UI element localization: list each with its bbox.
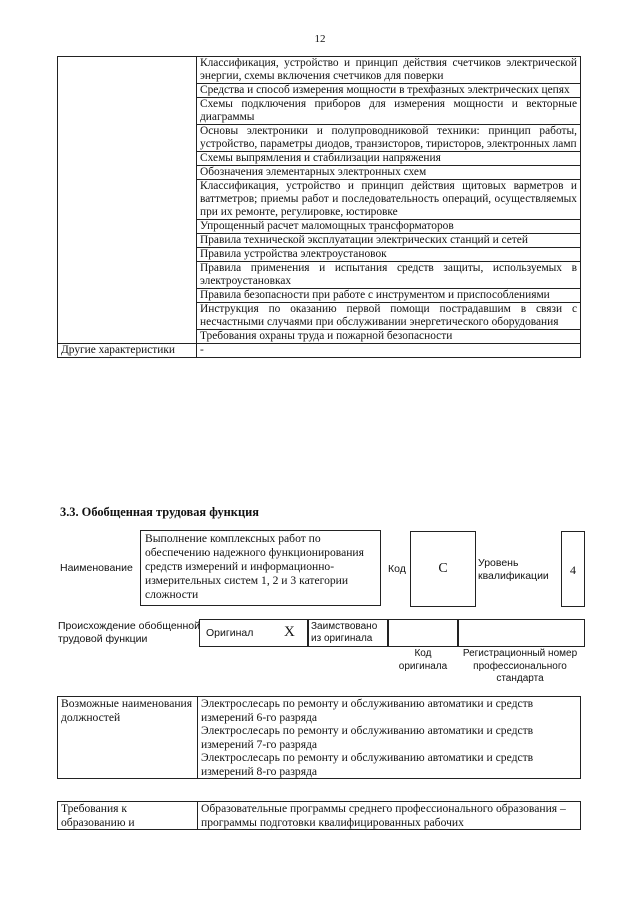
borrowed-box — [307, 619, 389, 647]
code-original-box — [387, 619, 459, 647]
education-row — [58, 802, 581, 830]
position-item: Электрослесарь по ремонту и обслуживанию автоматики и средств измерений 8-го разряда — [201, 751, 534, 778]
original-box — [199, 619, 309, 647]
knowledge-item: Схемы выпрямления и стабилизации напряжения — [197, 152, 581, 166]
code-box — [410, 531, 476, 607]
knowledge-item: Обозначения элементарных электронных схем — [197, 166, 581, 180]
education-table — [57, 801, 581, 830]
reg-number-caption: Регистрационный номер профессионального стандарта — [462, 648, 578, 684]
positions-label: Возможные наименования должностей — [58, 697, 198, 779]
other-characteristics-value: - — [197, 344, 581, 358]
knowledge-item: Средства и способ измерения мощности в трехфазных электрических цепях — [197, 84, 581, 98]
positions-row — [58, 697, 581, 779]
knowledge-item: Правила устройства электроустановок — [197, 248, 581, 262]
knowledge-item: Классификация, устройство и принцип действия щитовых варметров и ваттметров; приемы работ и последовательность операций, осуществляемых при их ремонте, регулировке, юстировке — [197, 180, 581, 220]
code-original-caption: Код оригинала — [398, 648, 448, 672]
positions-table — [57, 696, 581, 779]
knowledge-item: Правила применения и испытания средств защиты, используемых в электроустановках — [197, 262, 581, 289]
reg-number-box — [457, 619, 585, 647]
positions-table-body — [58, 697, 581, 779]
name-value-box — [140, 530, 381, 606]
origin-label: Происхождение обобщенной трудовой функции — [58, 620, 200, 645]
level-label: Уровень квалификации — [478, 557, 549, 582]
knowledge-table-body — [58, 57, 581, 358]
code-label: Код — [388, 563, 406, 575]
knowledge-item: Инструкция по оказанию первой помощи пострадавшим в связи с несчастными случаями при обслуживании энергетического оборудования — [197, 303, 581, 330]
education-value: Образовательные программы среднего профессионального образования – программы подготовки квалифицированных рабочих — [198, 802, 581, 830]
education-table-body — [58, 802, 581, 830]
borrowed-label: Заимствовано из оригинала — [311, 621, 378, 644]
knowledge-item: Основы электроники и полупроводниковой техники: принцип работы, устройство, параметры диодов, транзисторов, тиристоров, электронных ламп — [197, 125, 581, 152]
education-label: Требования к образованию и — [58, 802, 198, 830]
section-heading: 3.3. Обобщенная трудовая функция — [60, 505, 259, 519]
knowledge-item: Правила технической эксплуатации электрических станций и сетей — [197, 234, 581, 248]
original-mark: X — [284, 624, 295, 640]
knowledge-item: Упрощенный расчет маломощных трансформаторов — [197, 220, 581, 234]
positions-values — [198, 697, 581, 779]
knowledge-table — [57, 56, 581, 358]
knowledge-item: Классификация, устройство и принцип действия счетчиков электрической энергии, схемы включения счетчиков для поверки — [197, 57, 581, 84]
original-label: Оригинал — [206, 627, 254, 639]
knowledge-item: Правила безопасности при работе с инструментом и приспособлениями — [197, 289, 581, 303]
knowledge-item: Требования охраны труда и пожарной безопасности — [197, 330, 581, 344]
name-label: Наименование — [60, 562, 133, 574]
other-characteristics-label: Другие характеристики — [58, 344, 197, 358]
knowledge-item: Схемы подключения приборов для измерения мощности и векторные диаграммы — [197, 98, 581, 125]
position-item: Электрослесарь по ремонту и обслуживанию автоматики и средств измерений 7-го разряда — [201, 724, 534, 751]
name-value: Выполнение комплексных работ по обеспечению надежного функционирования средств измерений и информационно-измерительных систем 1, 2 и 3 категории сложности — [145, 532, 364, 601]
other-characteristics-row — [58, 344, 581, 358]
knowledge-row — [58, 57, 581, 84]
code-value: C — [438, 561, 448, 576]
page-number: 12 — [314, 33, 326, 45]
level-value: 4 — [570, 563, 576, 577]
level-box — [561, 531, 585, 607]
knowledge-label-cell — [58, 57, 197, 344]
position-item: Электрослесарь по ремонту и обслуживанию автоматики и средств измерений 6-го разряда — [201, 697, 534, 724]
